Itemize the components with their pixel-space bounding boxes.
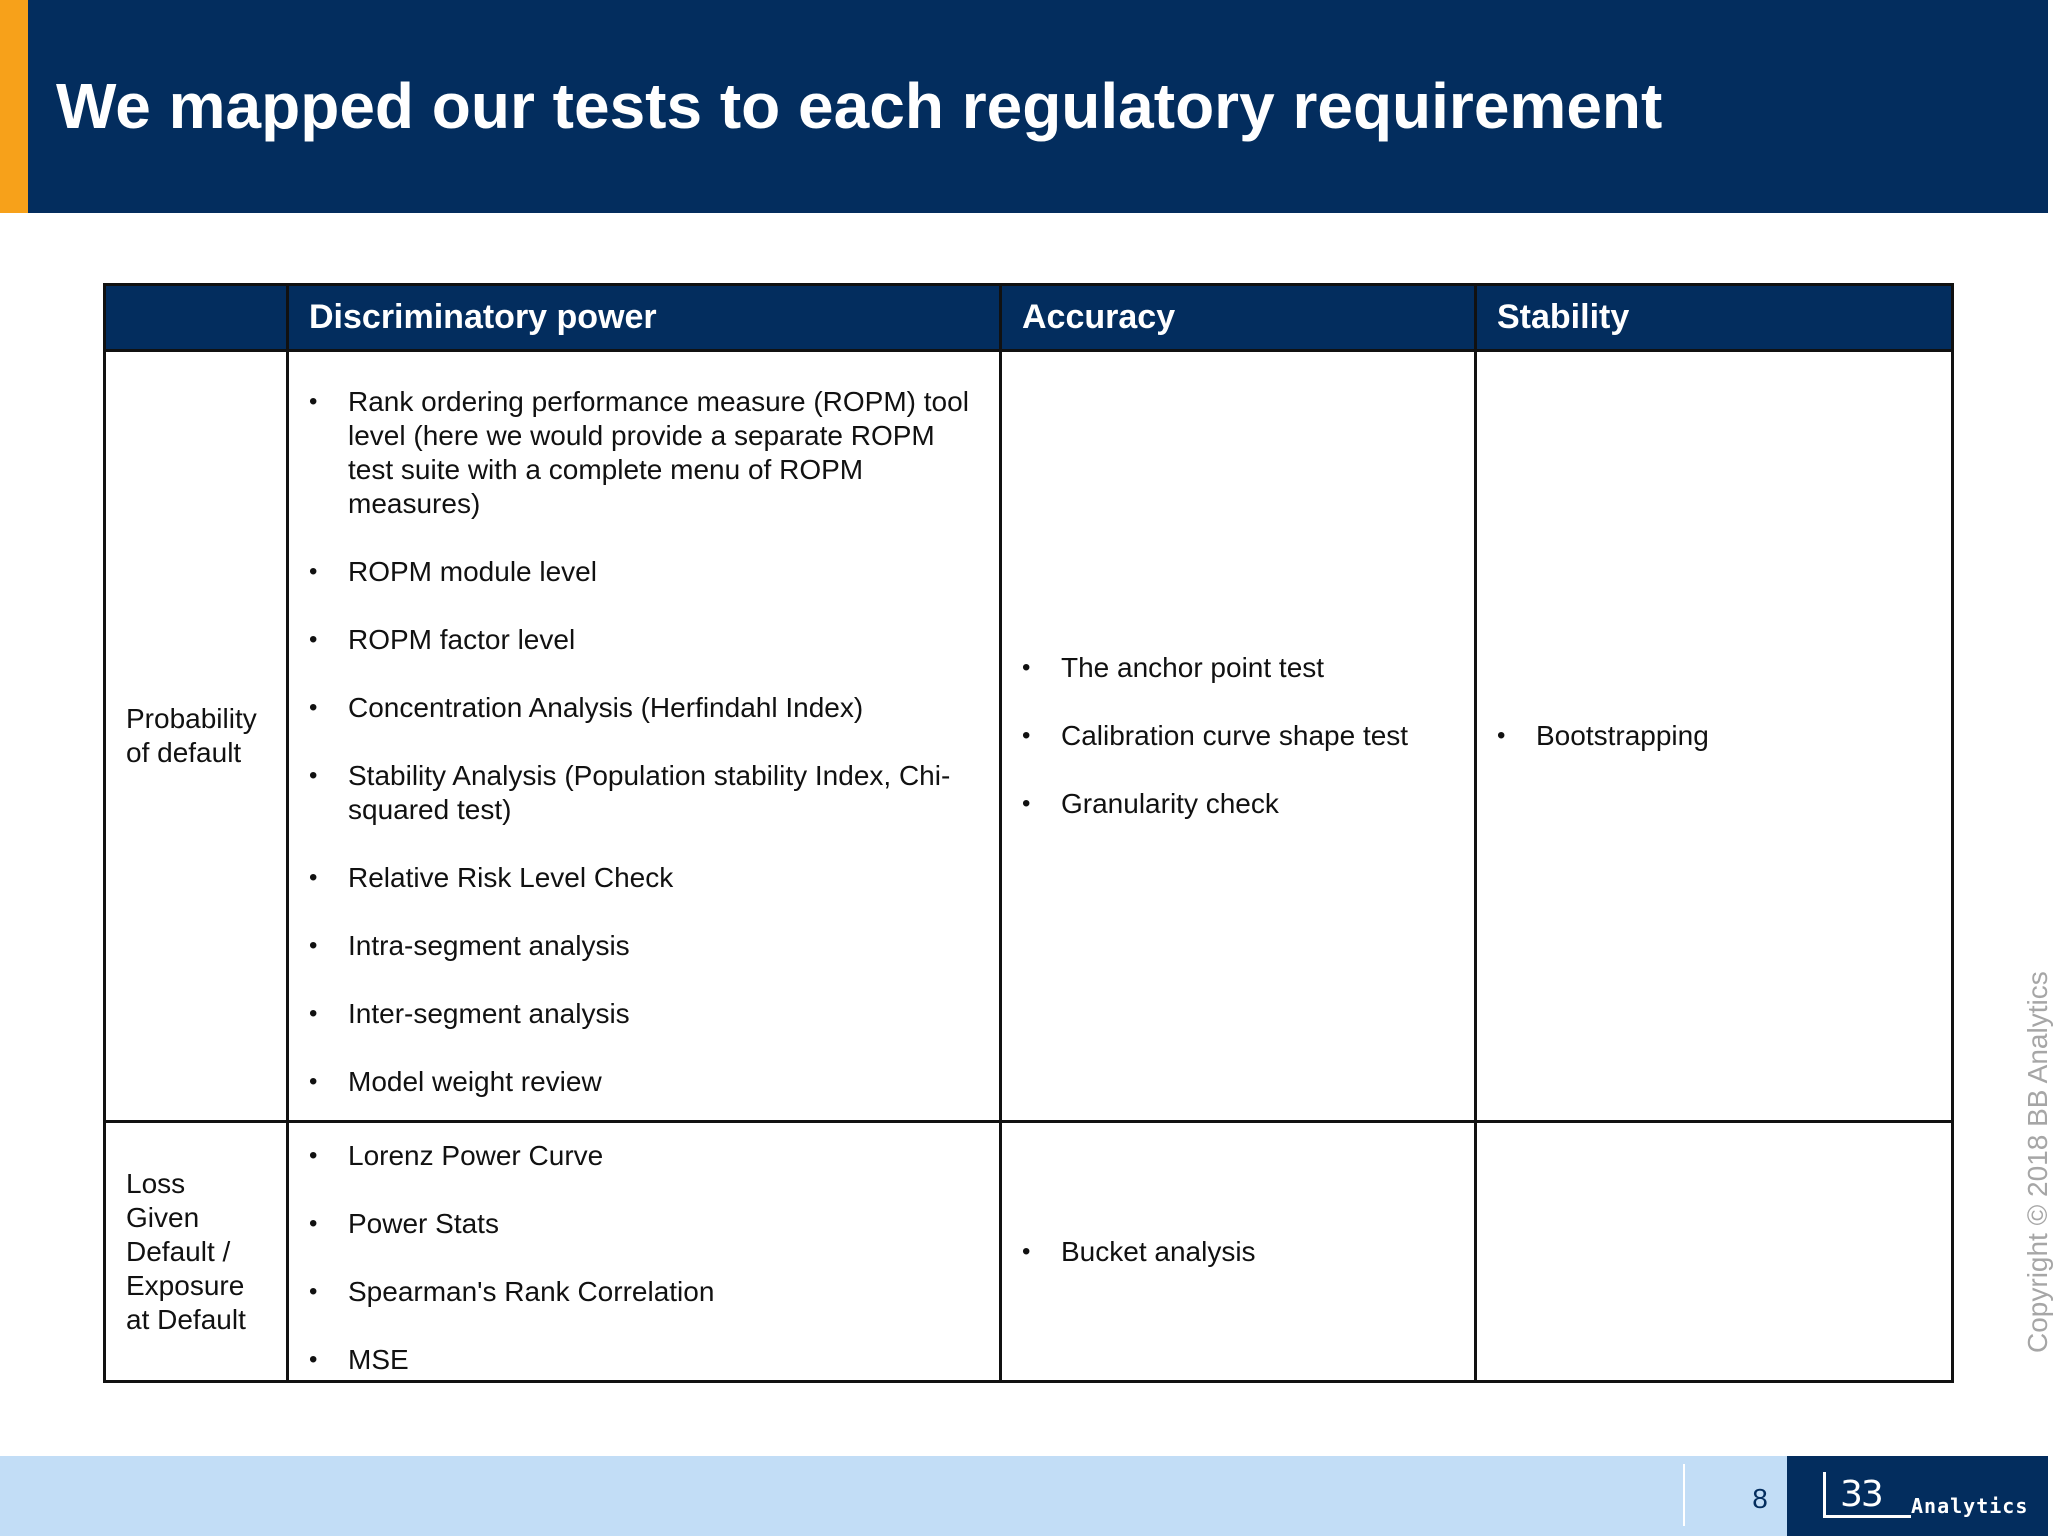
list-item: • ROPM factor level (309, 623, 979, 657)
row-label-probability-of-default: Probability of default (105, 351, 288, 1122)
list-item: • Bootstrapping (1497, 719, 1931, 753)
table-row (105, 1122, 1953, 1382)
table-row (105, 351, 1953, 1122)
slide-title: We mapped our tests to each regulatory requirement (56, 70, 1663, 142)
header-accuracy: Accuracy (1001, 285, 1476, 351)
list-item: • Spearman's Rank Correlation (309, 1275, 979, 1309)
lgd-stability-cell (1476, 1122, 1953, 1382)
logo-text: Analytics (1911, 1494, 2029, 1518)
list-item: • Lorenz Power Curve (309, 1139, 979, 1173)
list-item: • Calibration curve shape test (1022, 719, 1454, 753)
pd-accuracy-list (1022, 651, 1454, 821)
lgd-accuracy-list (1022, 1235, 1454, 1269)
list-item: • Power Stats (309, 1207, 979, 1241)
list-item: • Bucket analysis (1022, 1235, 1454, 1269)
requirements-table (103, 283, 1954, 1383)
list-item: • Concentration Analysis (Herfindahl Index) (309, 691, 979, 725)
list-item: • Rank ordering performance measure (ROPM) tool level (here we would provide a separate ROPM test suite with a complete menu of ROPM measures) (309, 385, 979, 521)
pd-accuracy-cell (1001, 351, 1476, 1122)
row-label-lgd-ead: Loss Given Default / Exposure at Default (105, 1122, 288, 1382)
list-item: • MSE (309, 1343, 979, 1377)
footer-divider (1683, 1464, 1685, 1526)
list-item: • Model weight review (309, 1065, 979, 1099)
copyright-notice: Copyright © 2018 BB Analytics (2022, 971, 2053, 1353)
company-logo (1787, 1456, 2048, 1536)
lgd-accuracy-cell (1001, 1122, 1476, 1382)
pd-discriminatory-list (309, 385, 979, 1099)
lgd-discriminatory-list (309, 1139, 979, 1377)
pd-discriminatory-cell (288, 351, 1001, 1122)
footer-bar (0, 1456, 2048, 1536)
header-discriminatory-power: Discriminatory power (288, 285, 1001, 351)
logo-mark-icon: 33 (1823, 1472, 1911, 1518)
list-item: • Intra-segment analysis (309, 929, 979, 963)
page-number: 8 (1752, 1483, 1768, 1514)
list-item: • The anchor point test (1022, 651, 1454, 685)
pd-stability-cell (1476, 351, 1953, 1122)
list-item: • Stability Analysis (Population stability Index, Chi-squared test) (309, 759, 979, 827)
header-corner (105, 285, 288, 351)
list-item: • ROPM module level (309, 555, 979, 589)
title-accent-stripe (0, 0, 28, 213)
list-item: • Inter-segment analysis (309, 997, 979, 1031)
list-item: • Relative Risk Level Check (309, 861, 979, 895)
header-stability: Stability (1476, 285, 1953, 351)
table-header-row (105, 285, 1953, 351)
lgd-discriminatory-cell (288, 1122, 1001, 1382)
pd-stability-list (1497, 719, 1931, 753)
list-item: • Granularity check (1022, 787, 1454, 821)
